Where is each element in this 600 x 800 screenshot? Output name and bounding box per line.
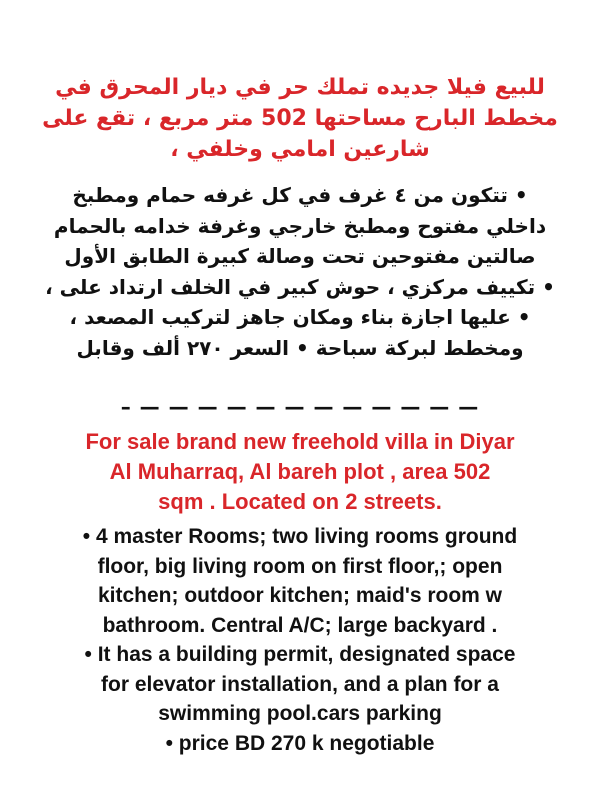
- english-description-line: swimming pool.cars parking: [158, 702, 442, 725]
- english-description: [20, 522, 580, 758]
- english-description-line: floor, big living room on first floor,; open: [97, 554, 503, 578]
- english-headline: [20, 427, 580, 517]
- english-headline-line: Al Muharraq, Al bareh plot , area 502: [109, 459, 491, 484]
- section-divider: – — — — — — — — — — — — —: [120, 395, 480, 419]
- arabic-description-line: ومخطط لبركة سباحة • السعر ٢٧٠ ألف وقابل: [76, 335, 524, 360]
- arabic-description-line: • تكييف مركزي ، حوش كبير في الخلف ارتداد على ،: [45, 274, 555, 299]
- arabic-description: [22, 180, 578, 363]
- english-description-line: • 4 master Rooms; two living rooms ground: [82, 525, 518, 548]
- english-description-line: • It has a building permit, designated space: [84, 643, 516, 666]
- english-price-line: • price BD 270 k negotiable: [165, 731, 435, 755]
- english-headline-line: For sale brand new freehold villa in Diyar: [85, 429, 515, 454]
- english-description-line: for elevator installation, and a plan for a: [101, 672, 499, 696]
- english-description-line: bathroom. Central A/C; large backyard .: [102, 613, 498, 637]
- arabic-headline: [30, 72, 570, 165]
- english-headline-line: sqm . Located on 2 streets.: [158, 489, 442, 514]
- arabic-headline-line: للبيع فيلا جديده تملك حر في ديار المحرق في: [55, 75, 545, 100]
- arabic-headline-line: شارعين امامي وخلفي ،: [170, 137, 430, 162]
- arabic-description-line: صالتين مفتوحين تحت وصالة كبيرة الطابق الأول: [64, 244, 536, 268]
- arabic-description-line: داخلي مفتوح ومطبخ خارجي وغرفة خدامه بالحمام: [53, 213, 547, 238]
- english-description-line: kitchen; outdoor kitchen; maid's room w: [97, 584, 503, 607]
- arabic-description-line: • تتكون من ٤ غرف في كل غرفه حمام ومطبخ: [72, 183, 528, 207]
- arabic-description-line: • عليها اجازة بناء ومكان جاهز لتركيب المصعد ،: [69, 305, 531, 329]
- arabic-headline-line: مخطط البارح مساحتها 502 متر مربع ، تقع على: [42, 106, 558, 131]
